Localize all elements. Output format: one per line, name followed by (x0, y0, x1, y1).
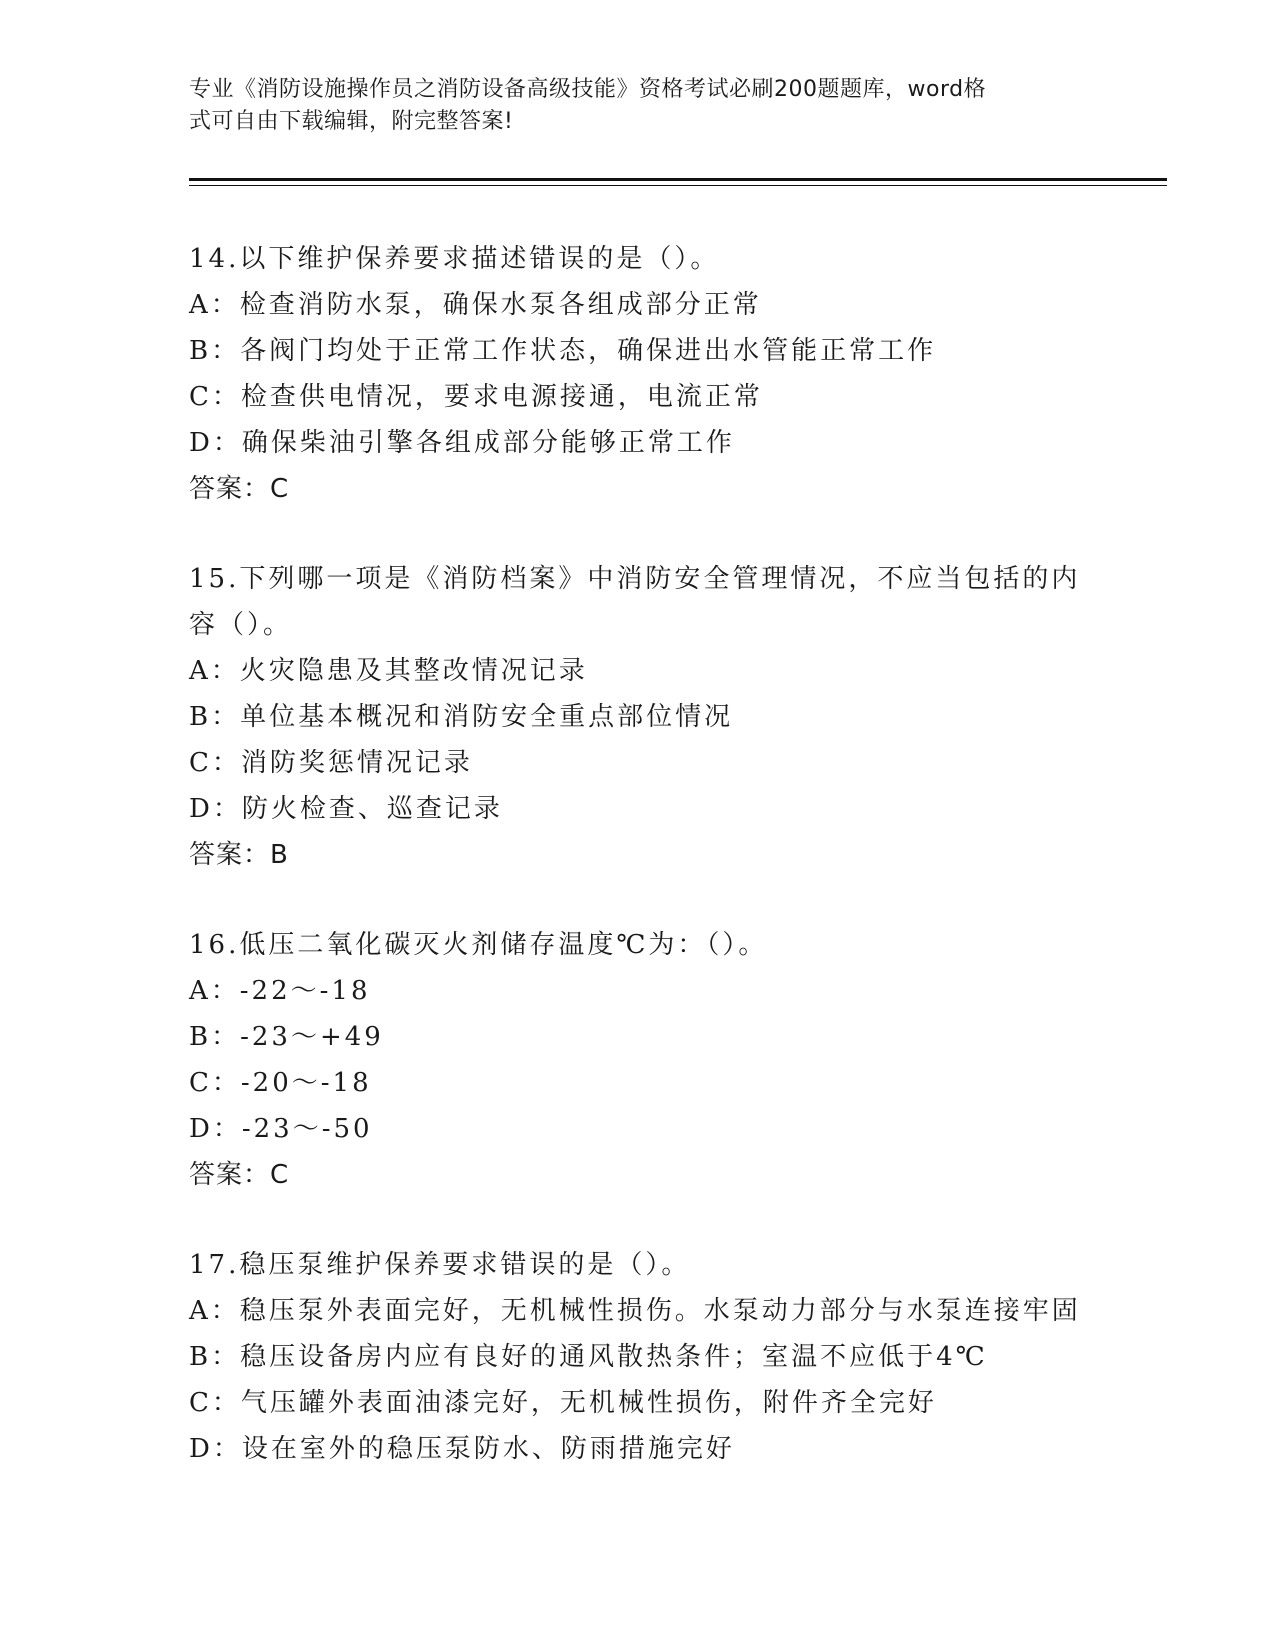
header-divider-thick (189, 178, 1167, 181)
header-divider-thin (189, 185, 1167, 186)
option-d: D：设在室外的稳压泵防水、防雨措施完好 (189, 1434, 735, 1464)
question-stem-line-2: 容（）。 (189, 610, 293, 640)
option-c: C：-20～-18 (189, 1068, 372, 1098)
question-stem: 17.稳压泵维护保养要求错误的是（）。 (189, 1250, 691, 1280)
answer-line: 答案：C (189, 474, 290, 504)
option-a: A：检查消防水泵，确保水泵各组成部分正常 (189, 290, 762, 320)
question-14 (189, 236, 1089, 512)
question-stem: 16.低压二氧化碳灭火剂储存温度℃为：（）。 (189, 930, 768, 960)
question-15 (189, 556, 1089, 878)
question-17 (189, 1242, 1089, 1472)
header-line-2: 式可自由下载编辑，附完整答案! (189, 109, 514, 134)
option-b: B：单位基本概况和消防安全重点部位情况 (189, 702, 734, 732)
option-b: B：各阀门均处于正常工作状态，确保进出水管能正常工作 (189, 336, 937, 366)
option-b: B：稳压设备房内应有良好的通风散热条件；室温不应低于4℃ (189, 1342, 988, 1372)
option-a: A：-22～-18 (189, 976, 371, 1006)
option-d: D：防火检查、巡查记录 (189, 794, 503, 824)
document-header (189, 74, 1089, 138)
option-a: A：稳压泵外表面完好，无机械性损伤。水泵动力部分与水泵连接牢固 (189, 1296, 1081, 1326)
option-c: C：消防奖惩情况记录 (189, 748, 473, 778)
header-line-1: 专业《消防设施操作员之消防设备高级技能》资格考试必刷200题题库，word格 (189, 77, 987, 102)
answer-line: 答案：B (189, 840, 289, 870)
option-c: C：检查供电情况，要求电源接通，电流正常 (189, 382, 763, 412)
option-c: C：气压罐外表面油漆完好，无机械性损伤，附件齐全完好 (189, 1388, 937, 1418)
option-a: A：火灾隐患及其整改情况记录 (189, 656, 588, 686)
option-d: D：确保柴油引擎各组成部分能够正常工作 (189, 428, 735, 458)
question-stem: 14.以下维护保养要求描述错误的是（）。 (189, 244, 720, 274)
question-list (189, 236, 1089, 1516)
question-stem-line-1: 15.下列哪一项是《消防档案》中消防安全管理情况，不应当包括的内 (189, 564, 1081, 594)
question-16 (189, 922, 1089, 1198)
option-b: B：-23～+49 (189, 1022, 384, 1052)
answer-line: 答案：C (189, 1160, 290, 1190)
option-d: D：-23～-50 (189, 1114, 373, 1144)
